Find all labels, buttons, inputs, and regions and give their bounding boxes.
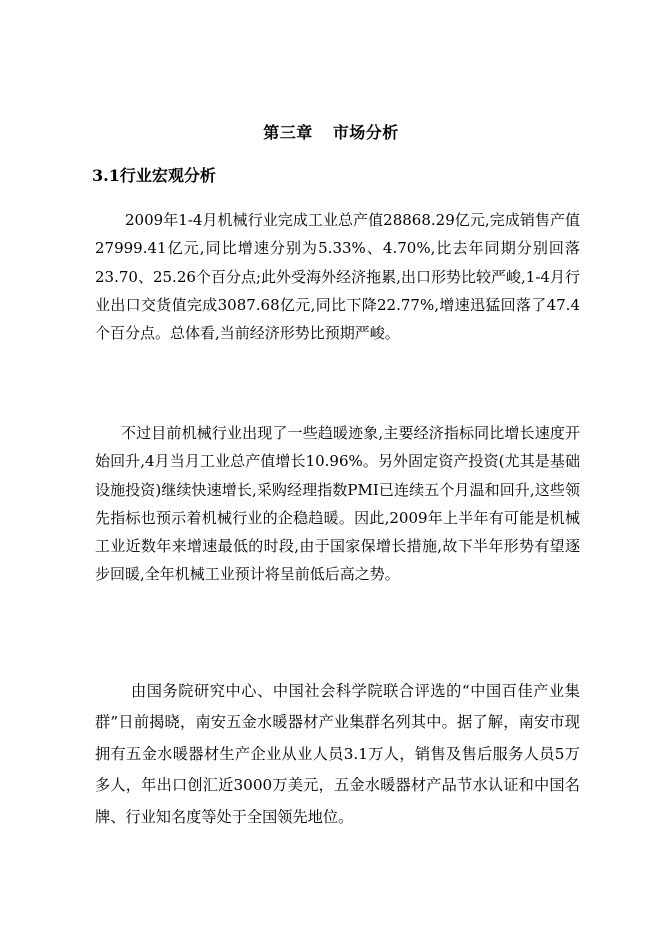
- section-heading: 3.1行业宏观分析: [92, 166, 216, 185]
- paragraph-recovery-signs: 不过目前机械行业出现了一些趋暖迹象,主要经济指标同比增长速度开始回升,4月当月工业总产值增长10.96%。另外固定资产投资(尤其是基础设施投资)继续快速增长,采购经理指数PMI已连续五个月温和回升,这些领先指标也预示着机械行业的企稳趋暖。因此,2009年上半年有可能是机械工业近数年来增速最低的时段,由于国家保增长措施,故下半年形势有望逐步回暖,全年机械工业预计将呈前低后高之势。: [95, 424, 580, 584]
- paragraph-nanan-cluster: 由国务院研究中心、中国社会科学院联合评选的“中国百佳产业集群”日前揭晓，南安五金水暖器材产业集群名列其中。据了解，南安市现拥有五金水暖器材生产企业从业人员3.1万人，销售及售后服务人员5万多人，年出口创汇近3000万美元，五金水暖器材产品节水认证和中国名牌、行业知名度等处于全国领先地位。: [95, 682, 580, 826]
- paragraph-industry-output: 2009年1-4月机械行业完成工业总产值28868.29亿元,完成销售产值27999.41亿元,同比增速分别为5.33%、4.70%,比去年同期分别回落23.70、25.26个百分点;此外受海外经济拖累,出口形势比较严峻,1-4月行业出口交货值完成3087.68亿元,同比下降22.77%,增速迅猛回落了47.4个百分点。总体看,当前经济形势比预期严峻。: [95, 211, 580, 343]
- chapter-title: 第三章 市场分析: [263, 123, 399, 142]
